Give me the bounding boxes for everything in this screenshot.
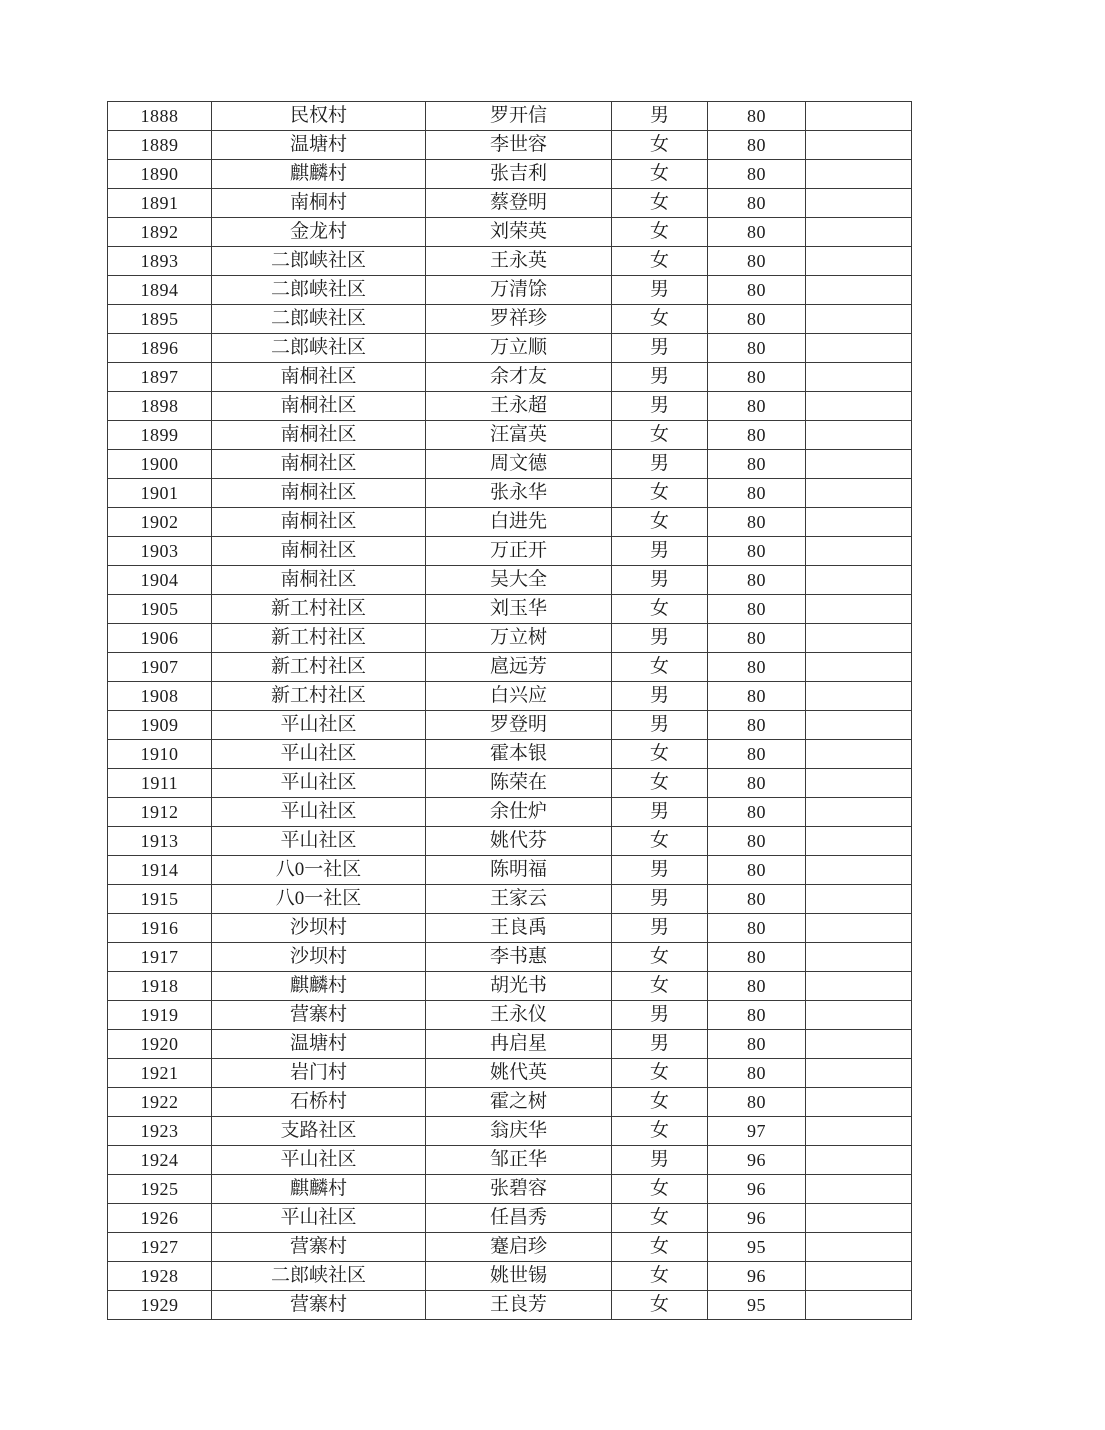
cell-village: 平山社区 — [212, 1204, 426, 1233]
cell-village: 平山社区 — [212, 711, 426, 740]
table-row — [108, 160, 912, 189]
cell-village: 岩门村 — [212, 1059, 426, 1088]
cell-note — [806, 1117, 912, 1146]
cell-seq: 1912 — [108, 798, 212, 827]
table-row — [108, 1291, 912, 1320]
cell-note — [806, 595, 912, 624]
cell-amount: 95 — [708, 1233, 806, 1262]
cell-name: 霍之树 — [426, 1088, 612, 1117]
table-row — [108, 131, 912, 160]
cell-amount: 97 — [708, 1117, 806, 1146]
cell-seq: 1904 — [108, 566, 212, 595]
cell-seq: 1926 — [108, 1204, 212, 1233]
cell-note — [806, 479, 912, 508]
cell-seq: 1892 — [108, 218, 212, 247]
cell-amount: 80 — [708, 827, 806, 856]
cell-note — [806, 653, 912, 682]
cell-gender: 女 — [612, 508, 708, 537]
table-row — [108, 218, 912, 247]
cell-village: 二郎峡社区 — [212, 1262, 426, 1291]
cell-village: 南桐社区 — [212, 537, 426, 566]
cell-village: 麒麟村 — [212, 160, 426, 189]
cell-note — [806, 769, 912, 798]
cell-amount: 80 — [708, 334, 806, 363]
cell-village: 八0一社区 — [212, 885, 426, 914]
table-row — [108, 740, 912, 769]
cell-amount: 80 — [708, 160, 806, 189]
cell-seq: 1906 — [108, 624, 212, 653]
cell-seq: 1893 — [108, 247, 212, 276]
cell-village: 新工村社区 — [212, 624, 426, 653]
cell-village: 石桥村 — [212, 1088, 426, 1117]
cell-seq: 1903 — [108, 537, 212, 566]
cell-gender: 男 — [612, 914, 708, 943]
cell-seq: 1911 — [108, 769, 212, 798]
cell-seq: 1895 — [108, 305, 212, 334]
cell-gender: 女 — [612, 160, 708, 189]
cell-name: 汪富英 — [426, 421, 612, 450]
table-row — [108, 450, 912, 479]
cell-gender: 女 — [612, 827, 708, 856]
cell-amount: 80 — [708, 711, 806, 740]
cell-name: 王永超 — [426, 392, 612, 421]
cell-note — [806, 682, 912, 711]
cell-amount: 80 — [708, 914, 806, 943]
cell-amount: 80 — [708, 102, 806, 131]
cell-village: 民权村 — [212, 102, 426, 131]
cell-amount: 96 — [708, 1175, 806, 1204]
cell-note — [806, 508, 912, 537]
cell-amount: 80 — [708, 508, 806, 537]
cell-seq: 1929 — [108, 1291, 212, 1320]
table-row — [108, 479, 912, 508]
cell-amount: 80 — [708, 943, 806, 972]
cell-seq: 1897 — [108, 363, 212, 392]
cell-seq: 1890 — [108, 160, 212, 189]
cell-note — [806, 334, 912, 363]
cell-seq: 1898 — [108, 392, 212, 421]
cell-name: 姚代英 — [426, 1059, 612, 1088]
cell-gender: 女 — [612, 740, 708, 769]
cell-note — [806, 1001, 912, 1030]
cell-amount: 80 — [708, 856, 806, 885]
cell-note — [806, 160, 912, 189]
cell-name: 陈明福 — [426, 856, 612, 885]
cell-note — [806, 972, 912, 1001]
cell-gender: 女 — [612, 1088, 708, 1117]
cell-name: 扈远芳 — [426, 653, 612, 682]
cell-note — [806, 218, 912, 247]
cell-gender: 男 — [612, 856, 708, 885]
table-row — [108, 392, 912, 421]
cell-gender: 女 — [612, 247, 708, 276]
cell-gender: 男 — [612, 334, 708, 363]
cell-amount: 80 — [708, 769, 806, 798]
table-row — [108, 943, 912, 972]
cell-village: 温塘村 — [212, 1030, 426, 1059]
cell-gender: 男 — [612, 450, 708, 479]
cell-name: 蹇启珍 — [426, 1233, 612, 1262]
cell-name: 姚世锡 — [426, 1262, 612, 1291]
cell-seq: 1928 — [108, 1262, 212, 1291]
table-row — [108, 711, 912, 740]
cell-gender: 女 — [612, 769, 708, 798]
cell-village: 金龙村 — [212, 218, 426, 247]
cell-village: 营寨村 — [212, 1291, 426, 1320]
cell-name: 万立顺 — [426, 334, 612, 363]
cell-village: 南桐社区 — [212, 450, 426, 479]
cell-amount: 80 — [708, 276, 806, 305]
cell-gender: 女 — [612, 189, 708, 218]
cell-amount: 80 — [708, 653, 806, 682]
cell-amount: 80 — [708, 450, 806, 479]
cell-note — [806, 1146, 912, 1175]
cell-seq: 1907 — [108, 653, 212, 682]
table-row — [108, 1175, 912, 1204]
cell-seq: 1899 — [108, 421, 212, 450]
cell-amount: 80 — [708, 624, 806, 653]
cell-village: 营寨村 — [212, 1233, 426, 1262]
cell-village: 南桐社区 — [212, 508, 426, 537]
cell-name: 霍本银 — [426, 740, 612, 769]
cell-note — [806, 1291, 912, 1320]
cell-seq: 1924 — [108, 1146, 212, 1175]
cell-village: 新工村社区 — [212, 653, 426, 682]
cell-village: 八0一社区 — [212, 856, 426, 885]
cell-amount: 80 — [708, 885, 806, 914]
cell-note — [806, 102, 912, 131]
cell-amount: 96 — [708, 1204, 806, 1233]
cell-gender: 男 — [612, 276, 708, 305]
cell-village: 南桐村 — [212, 189, 426, 218]
table-row — [108, 856, 912, 885]
cell-seq: 1916 — [108, 914, 212, 943]
cell-note — [806, 537, 912, 566]
cell-seq: 1905 — [108, 595, 212, 624]
cell-note — [806, 914, 912, 943]
cell-seq: 1927 — [108, 1233, 212, 1262]
cell-amount: 96 — [708, 1146, 806, 1175]
cell-note — [806, 856, 912, 885]
cell-note — [806, 450, 912, 479]
cell-name: 罗祥珍 — [426, 305, 612, 334]
cell-name: 余仕炉 — [426, 798, 612, 827]
cell-gender: 女 — [612, 1291, 708, 1320]
cell-name: 白兴应 — [426, 682, 612, 711]
cell-name: 刘玉华 — [426, 595, 612, 624]
cell-name: 冉启星 — [426, 1030, 612, 1059]
table-row — [108, 1001, 912, 1030]
cell-note — [806, 1030, 912, 1059]
table-row — [108, 1146, 912, 1175]
cell-seq: 1896 — [108, 334, 212, 363]
cell-gender: 女 — [612, 972, 708, 1001]
cell-seq: 1902 — [108, 508, 212, 537]
cell-gender: 女 — [612, 1262, 708, 1291]
cell-amount: 80 — [708, 537, 806, 566]
table-row — [108, 508, 912, 537]
table-row — [108, 798, 912, 827]
table-body — [108, 102, 912, 1320]
cell-gender: 男 — [612, 363, 708, 392]
cell-seq: 1910 — [108, 740, 212, 769]
cell-gender: 女 — [612, 1233, 708, 1262]
cell-gender: 女 — [612, 218, 708, 247]
table-row — [108, 769, 912, 798]
cell-note — [806, 363, 912, 392]
table-row — [108, 102, 912, 131]
table-row — [108, 421, 912, 450]
cell-note — [806, 740, 912, 769]
cell-amount: 80 — [708, 682, 806, 711]
cell-gender: 女 — [612, 943, 708, 972]
cell-amount: 80 — [708, 363, 806, 392]
table-row — [108, 305, 912, 334]
cell-note — [806, 624, 912, 653]
cell-gender: 男 — [612, 102, 708, 131]
cell-name: 白进先 — [426, 508, 612, 537]
roster-table — [107, 101, 912, 1320]
cell-name: 王家云 — [426, 885, 612, 914]
cell-seq: 1919 — [108, 1001, 212, 1030]
cell-amount: 80 — [708, 972, 806, 1001]
cell-gender: 男 — [612, 711, 708, 740]
table-row — [108, 1204, 912, 1233]
cell-village: 新工村社区 — [212, 682, 426, 711]
cell-note — [806, 798, 912, 827]
cell-seq: 1913 — [108, 827, 212, 856]
cell-village: 麒麟村 — [212, 1175, 426, 1204]
cell-gender: 女 — [612, 479, 708, 508]
table-row — [108, 1262, 912, 1291]
table-row — [108, 682, 912, 711]
cell-gender: 男 — [612, 1146, 708, 1175]
cell-note — [806, 1059, 912, 1088]
cell-amount: 80 — [708, 798, 806, 827]
cell-note — [806, 131, 912, 160]
cell-name: 陈荣在 — [426, 769, 612, 798]
cell-note — [806, 827, 912, 856]
cell-gender: 男 — [612, 392, 708, 421]
table-row — [108, 247, 912, 276]
cell-village: 平山社区 — [212, 798, 426, 827]
cell-village: 二郎峡社区 — [212, 334, 426, 363]
cell-name: 吴大全 — [426, 566, 612, 595]
table-row — [108, 914, 912, 943]
cell-note — [806, 711, 912, 740]
cell-note — [806, 885, 912, 914]
cell-seq: 1917 — [108, 943, 212, 972]
cell-name: 万立树 — [426, 624, 612, 653]
cell-village: 二郎峡社区 — [212, 305, 426, 334]
cell-gender: 男 — [612, 885, 708, 914]
cell-gender: 女 — [612, 305, 708, 334]
cell-gender: 女 — [612, 131, 708, 160]
table-row — [108, 566, 912, 595]
cell-village: 沙坝村 — [212, 914, 426, 943]
cell-gender: 女 — [612, 653, 708, 682]
cell-amount: 80 — [708, 1001, 806, 1030]
cell-note — [806, 1204, 912, 1233]
cell-amount: 80 — [708, 131, 806, 160]
cell-seq: 1918 — [108, 972, 212, 1001]
cell-village: 南桐社区 — [212, 363, 426, 392]
cell-gender: 男 — [612, 624, 708, 653]
cell-name: 任昌秀 — [426, 1204, 612, 1233]
cell-amount: 80 — [708, 1030, 806, 1059]
cell-name: 万清馀 — [426, 276, 612, 305]
cell-village: 南桐社区 — [212, 421, 426, 450]
cell-seq: 1900 — [108, 450, 212, 479]
table-row — [108, 1233, 912, 1262]
cell-gender: 女 — [612, 1204, 708, 1233]
cell-amount: 80 — [708, 189, 806, 218]
cell-name: 张吉利 — [426, 160, 612, 189]
cell-village: 南桐社区 — [212, 566, 426, 595]
cell-village: 二郎峡社区 — [212, 247, 426, 276]
cell-seq: 1889 — [108, 131, 212, 160]
cell-name: 李书惠 — [426, 943, 612, 972]
cell-amount: 80 — [708, 392, 806, 421]
cell-gender: 男 — [612, 1001, 708, 1030]
cell-amount: 80 — [708, 740, 806, 769]
cell-note — [806, 189, 912, 218]
cell-name: 张永华 — [426, 479, 612, 508]
cell-village: 温塘村 — [212, 131, 426, 160]
cell-amount: 95 — [708, 1291, 806, 1320]
cell-seq: 1915 — [108, 885, 212, 914]
cell-note — [806, 421, 912, 450]
cell-name: 周文德 — [426, 450, 612, 479]
cell-amount: 80 — [708, 218, 806, 247]
table-row — [108, 1030, 912, 1059]
cell-gender: 男 — [612, 798, 708, 827]
cell-village: 支路社区 — [212, 1117, 426, 1146]
cell-amount: 80 — [708, 305, 806, 334]
cell-name: 胡光书 — [426, 972, 612, 1001]
cell-amount: 80 — [708, 247, 806, 276]
table-row — [108, 885, 912, 914]
cell-name: 王永仪 — [426, 1001, 612, 1030]
table-row — [108, 363, 912, 392]
cell-amount: 80 — [708, 595, 806, 624]
table-row — [108, 1088, 912, 1117]
cell-note — [806, 1088, 912, 1117]
cell-amount: 96 — [708, 1262, 806, 1291]
cell-seq: 1921 — [108, 1059, 212, 1088]
cell-gender: 男 — [612, 682, 708, 711]
cell-name: 罗开信 — [426, 102, 612, 131]
table-row — [108, 1117, 912, 1146]
cell-amount: 80 — [708, 566, 806, 595]
cell-gender: 男 — [612, 537, 708, 566]
cell-name: 张碧容 — [426, 1175, 612, 1204]
cell-name: 王良芳 — [426, 1291, 612, 1320]
cell-note — [806, 1262, 912, 1291]
table-row — [108, 595, 912, 624]
cell-note — [806, 392, 912, 421]
cell-name: 姚代芬 — [426, 827, 612, 856]
table-row — [108, 334, 912, 363]
cell-village: 营寨村 — [212, 1001, 426, 1030]
cell-note — [806, 1233, 912, 1262]
cell-seq: 1901 — [108, 479, 212, 508]
cell-village: 平山社区 — [212, 769, 426, 798]
cell-seq: 1925 — [108, 1175, 212, 1204]
cell-note — [806, 943, 912, 972]
cell-amount: 80 — [708, 421, 806, 450]
cell-seq: 1920 — [108, 1030, 212, 1059]
cell-name: 罗登明 — [426, 711, 612, 740]
cell-name: 刘荣英 — [426, 218, 612, 247]
cell-name: 万正开 — [426, 537, 612, 566]
cell-gender: 女 — [612, 1175, 708, 1204]
cell-village: 二郎峡社区 — [212, 276, 426, 305]
cell-village: 新工村社区 — [212, 595, 426, 624]
cell-note — [806, 1175, 912, 1204]
table-row — [108, 1059, 912, 1088]
cell-note — [806, 566, 912, 595]
cell-seq: 1908 — [108, 682, 212, 711]
table-row — [108, 276, 912, 305]
cell-seq: 1922 — [108, 1088, 212, 1117]
cell-seq: 1909 — [108, 711, 212, 740]
cell-gender: 女 — [612, 1059, 708, 1088]
cell-village: 平山社区 — [212, 827, 426, 856]
cell-seq: 1923 — [108, 1117, 212, 1146]
cell-name: 王良禹 — [426, 914, 612, 943]
cell-village: 沙坝村 — [212, 943, 426, 972]
cell-gender: 女 — [612, 421, 708, 450]
cell-name: 余才友 — [426, 363, 612, 392]
cell-name: 蔡登明 — [426, 189, 612, 218]
cell-village: 南桐社区 — [212, 392, 426, 421]
cell-village: 平山社区 — [212, 740, 426, 769]
cell-gender: 女 — [612, 595, 708, 624]
table-row — [108, 624, 912, 653]
cell-gender: 女 — [612, 1117, 708, 1146]
cell-village: 麒麟村 — [212, 972, 426, 1001]
table-row — [108, 189, 912, 218]
cell-name: 王永英 — [426, 247, 612, 276]
cell-village: 平山社区 — [212, 1146, 426, 1175]
cell-gender: 男 — [612, 1030, 708, 1059]
cell-seq: 1894 — [108, 276, 212, 305]
table-row — [108, 827, 912, 856]
cell-village: 南桐社区 — [212, 479, 426, 508]
cell-amount: 80 — [708, 1059, 806, 1088]
cell-name: 李世容 — [426, 131, 612, 160]
table-row — [108, 653, 912, 682]
cell-name: 翁庆华 — [426, 1117, 612, 1146]
cell-seq: 1914 — [108, 856, 212, 885]
cell-amount: 80 — [708, 1088, 806, 1117]
cell-gender: 男 — [612, 566, 708, 595]
cell-name: 邹正华 — [426, 1146, 612, 1175]
cell-note — [806, 247, 912, 276]
table-row — [108, 537, 912, 566]
cell-note — [806, 305, 912, 334]
cell-seq: 1891 — [108, 189, 212, 218]
cell-amount: 80 — [708, 479, 806, 508]
table-row — [108, 972, 912, 1001]
cell-note — [806, 276, 912, 305]
cell-seq: 1888 — [108, 102, 212, 131]
